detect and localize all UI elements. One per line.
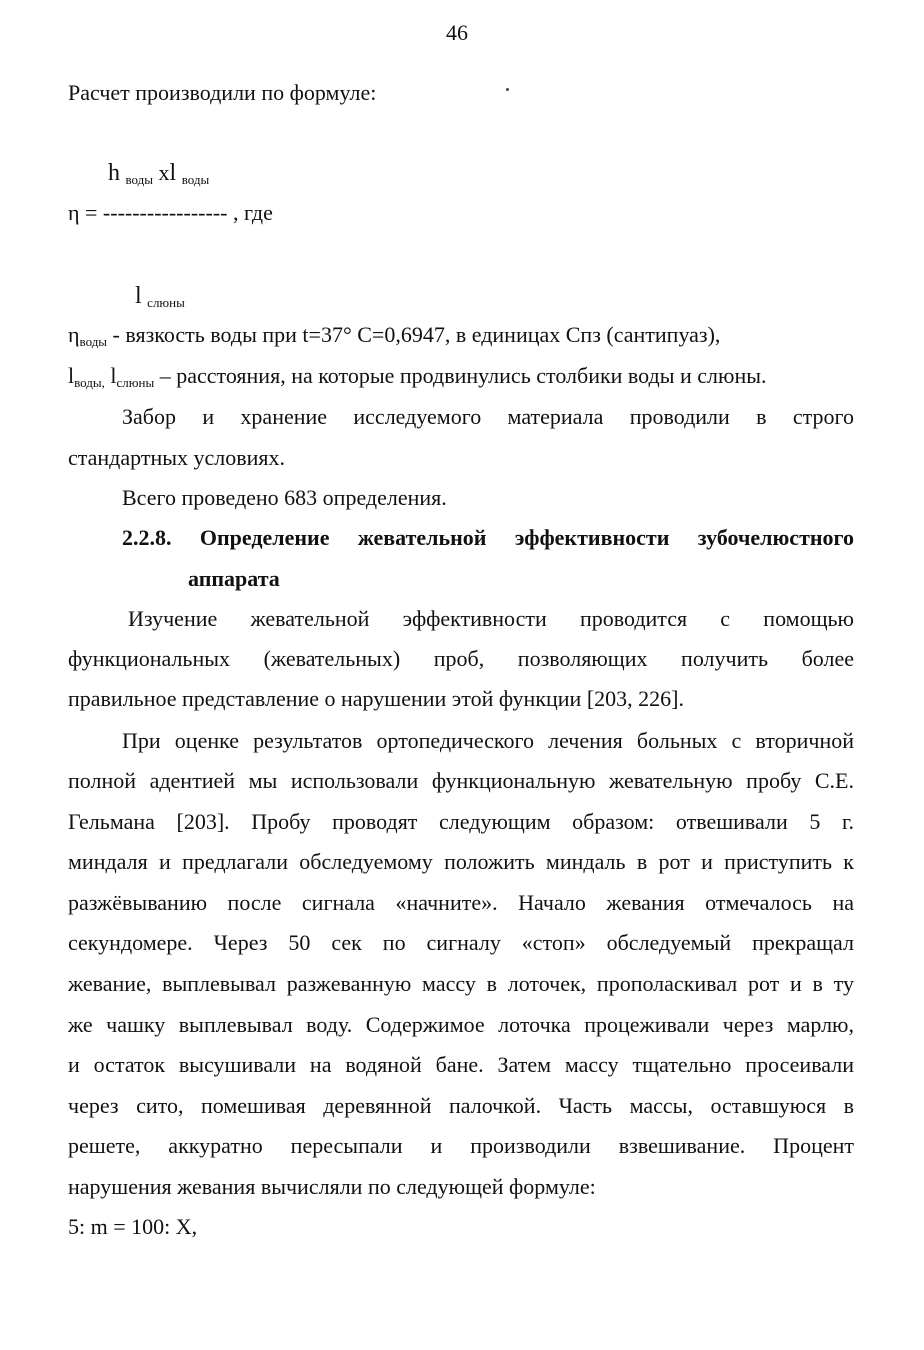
paragraph-line: Изучение жевательной эффективности проводится с помощью [128,606,854,631]
paragraph-line: полной адентией мы использовали функциональную жевательную пробу С.Е. [68,768,854,793]
paragraph-line: же чашку выплевывал воду. Содержимое лоточка процеживали через марлю, [68,1012,854,1037]
paragraph-line: Всего проведено 683 определения. [122,485,447,510]
definition-l: $l_{воды,}$ $l_{слюны}$ – расстояния, на которые продвинулись столбики воды и слюны. [68,363,767,390]
paragraph-line: Гельмана [203]. Пробу проводят следующим образом: отвешивали 5 г. [68,809,854,834]
formula-fraction-line: η = ----------------- , где [68,200,273,225]
intro-line: Расчет производили по формуле: [68,80,377,105]
paragraph-line: функциональных (жевательных) проб, позволяющих получить более [68,646,854,671]
formula-denominator: l $_{слюны}$ [135,283,185,310]
formula-proportion: 5: m = 100: X, [68,1214,198,1239]
paragraph-line: и остаток высушивали на водяной бане. Затем массу тщательно просеивали [68,1052,854,1077]
paragraph-line: миндаля и предлагали обследуемому положить миндаль в рот и приступить к [68,849,854,874]
formula-numerator: h $_{воды}$ xl $_{воды}$ [108,160,210,187]
page-number: 46 [446,20,468,45]
paragraph-line: стандартных условиях. [68,445,286,470]
paragraph-line: правильное представление о нарушении этой функции [203, 226]. [68,686,684,711]
paragraph-line: При оценке результатов ортопедического лечения больных с вторичной [122,728,854,753]
paragraph-line: нарушения жевания вычисляли по следующей формуле: [68,1174,596,1199]
paragraph-line: Забор и хранение исследуемого материала проводили в строго [122,404,854,429]
paragraph-line: секундомере. Через 50 сек по сигналу «стоп» обследуемый прекращал [68,930,854,955]
section-heading: 2.2.8. Определение жевательной эффективности зубочелюстного [122,525,854,550]
definition-eta: $\eta_{воды}$ - вязкость воды при t=37° С=0,6947, в единицах Спз (сантипуаз), [68,322,721,349]
paragraph-line: решете, аккуратно пересыпали и производили взвешивание. Процент [68,1133,854,1158]
paragraph-line: жевание, выплевывал разжеванную массу в лоточек, прополаскивал рот и в ту [68,971,854,996]
scan-speck [506,88,509,91]
section-heading-cont: аппарата [188,566,280,591]
paragraph-line: через сито, помешивая деревянной палочкой. Часть массы, оставшуюся в [68,1093,854,1118]
paragraph-line: разжёвыванию после сигнала «начните». Начало жевания отмечалось на [68,890,854,915]
